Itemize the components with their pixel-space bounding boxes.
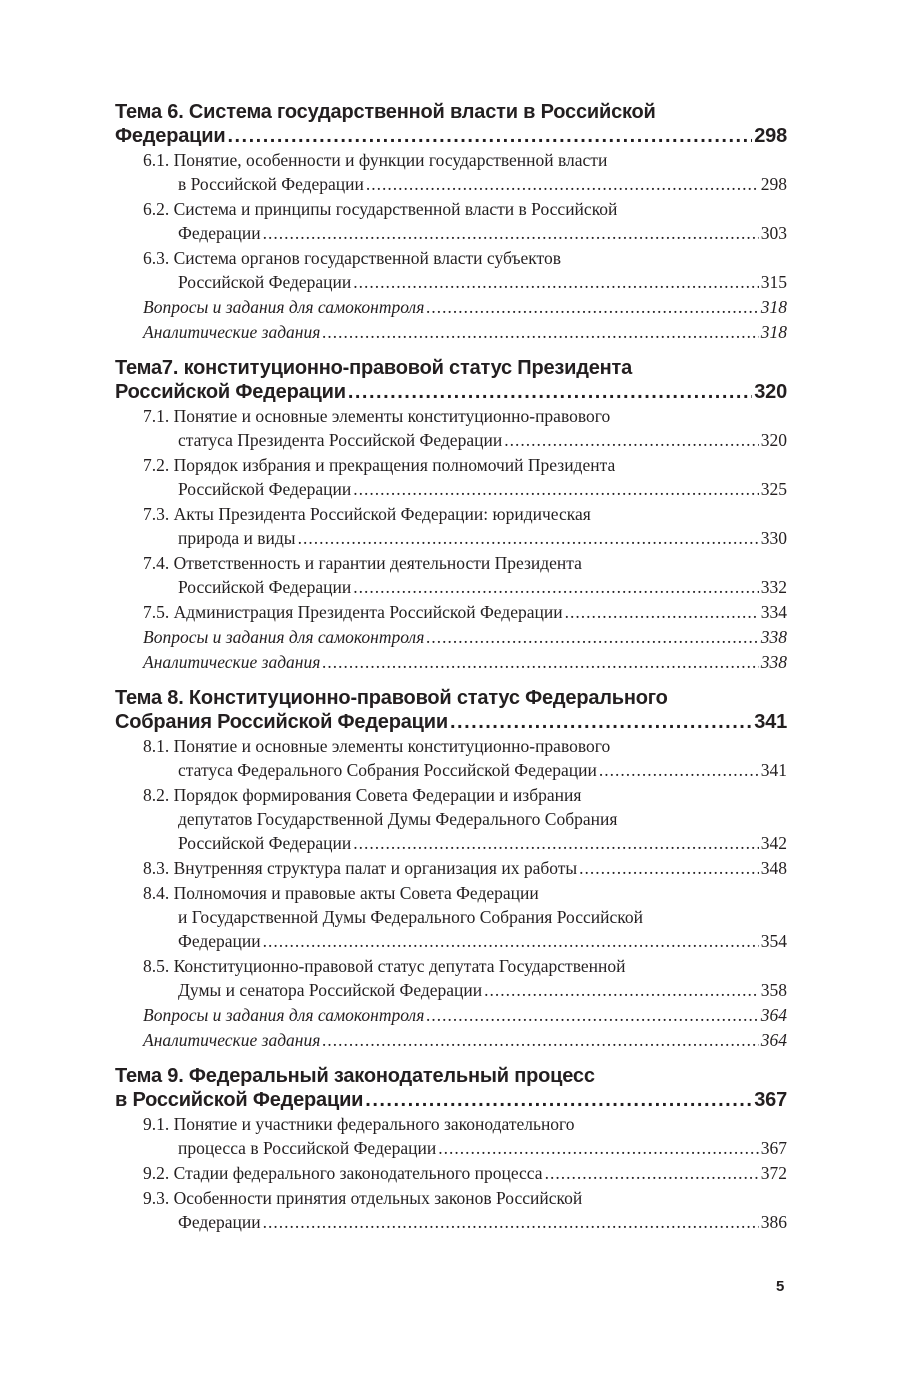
dot-leader [322, 1028, 758, 1052]
toc-line [115, 1064, 787, 1088]
toc-line-text: 9.2. Стадии федерального законодательного процесса [143, 1163, 543, 1183]
page-ref: 303 [760, 223, 787, 243]
toc-line-text: Тема 8. Конституционно-правовой статус Федерального [115, 687, 668, 709]
toc-line [115, 881, 787, 905]
table-of-contents [115, 100, 787, 1246]
toc-line [115, 905, 787, 929]
page-ref: 318 [760, 297, 787, 317]
toc-entry[interactable] [115, 148, 787, 196]
toc-line-text: Тема 6. Система государственной власти в Российской [115, 101, 656, 123]
dot-leader [426, 295, 758, 319]
toc-line [115, 856, 787, 880]
toc-line [115, 551, 787, 575]
toc-line-text: 8.4. Полномочия и правовые акты Совета Федерации [143, 883, 539, 903]
toc-line-text: депутатов Государственной Думы Федерального Собрания [178, 809, 618, 829]
toc-line-text: 7.3. Акты Президента Российской Федерации: юридическая [143, 504, 591, 524]
dot-leader [438, 1136, 759, 1160]
toc-line-text: и Государственной Думы Федерального Собрания Российской [178, 907, 643, 927]
dot-leader [353, 575, 758, 599]
toc-line-text: Федерации [178, 931, 261, 951]
toc-line-text: 8.3. Внутренняя структура палат и организация их работы [143, 858, 578, 878]
toc-line [115, 650, 787, 674]
toc-line-text: Тема7. конституционно-правовой статус Президента [115, 357, 633, 379]
page-ref: 354 [760, 931, 787, 951]
dot-leader [353, 831, 758, 855]
page-ref: 338 [760, 652, 787, 672]
toc-line-text: 6.1. Понятие, особенности и функции государственной власти [143, 150, 608, 170]
toc-line [115, 270, 787, 294]
toc-entry[interactable] [115, 881, 787, 953]
dot-leader [322, 320, 758, 344]
dot-leader [263, 1210, 759, 1234]
toc-line [115, 295, 787, 319]
toc-line [115, 453, 787, 477]
section-heading [115, 686, 787, 734]
toc-line-text: 7.1. Понятие и основные элементы конституционно-правового [143, 406, 611, 426]
toc-line [115, 428, 787, 452]
dot-leader [504, 428, 759, 452]
toc-line [115, 502, 787, 526]
toc-line [115, 1088, 787, 1112]
toc-line [115, 600, 787, 624]
toc-entry[interactable] [115, 783, 787, 855]
dot-leader [322, 650, 758, 674]
toc-entry[interactable] [115, 453, 787, 501]
dot-leader [263, 221, 759, 245]
toc-entry[interactable] [115, 734, 787, 782]
toc-entry[interactable] [115, 246, 787, 294]
page-ref: 320 [760, 430, 787, 450]
toc-line-text: Вопросы и задания для самоконтроля [143, 627, 425, 647]
toc-line-text: 8.2. Порядок формирования Совета Федерации и избрания [143, 785, 582, 805]
page-ref: 364 [760, 1030, 787, 1050]
toc-line-text: Аналитические задания [143, 652, 321, 672]
toc-line [115, 172, 787, 196]
toc-line [115, 686, 787, 710]
toc-section [115, 100, 787, 344]
toc-line [115, 978, 787, 1002]
toc-line [115, 807, 787, 831]
toc-supplement-entry[interactable] [115, 650, 787, 674]
toc-line-text: 8.5. Конституционно-правовой статус депутата Государственной [143, 956, 626, 976]
page-ref: 334 [760, 602, 787, 622]
toc-supplement-entry[interactable] [115, 1028, 787, 1052]
toc-line-text: 8.1. Понятие и основные элементы конституционно-правового [143, 736, 611, 756]
toc-line [115, 734, 787, 758]
toc-entry[interactable] [115, 197, 787, 245]
toc-line [115, 246, 787, 270]
toc-line-text: в Российской Федерации [115, 1089, 364, 1111]
page-ref: 320 [754, 381, 787, 403]
toc-line [115, 1028, 787, 1052]
page-ref: 364 [760, 1005, 787, 1025]
page-ref: 372 [760, 1163, 787, 1183]
toc-line [115, 1112, 787, 1136]
toc-line-text: 7.4. Ответственность и гарантии деятельности Президента [143, 553, 582, 573]
toc-entry[interactable] [115, 551, 787, 599]
toc-line [115, 954, 787, 978]
toc-line-text: Российской Федерации [178, 479, 352, 499]
toc-line [115, 758, 787, 782]
dot-leader [426, 1003, 758, 1027]
dot-leader [545, 1161, 759, 1185]
toc-line-text: Вопросы и задания для самоконтроля [143, 1005, 425, 1025]
toc-line-text: статуса Президента Российской Федерации [178, 430, 503, 450]
toc-section [115, 1064, 787, 1234]
section-heading [115, 356, 787, 404]
toc-line-text: Российской Федерации [178, 272, 352, 292]
toc-line [115, 783, 787, 807]
page-ref: 318 [760, 322, 787, 342]
section-heading [115, 100, 787, 148]
toc-line [115, 320, 787, 344]
page-ref: 338 [760, 627, 787, 647]
dot-leader [227, 124, 752, 148]
dot-leader [348, 380, 752, 404]
toc-line [115, 929, 787, 953]
toc-line [115, 1003, 787, 1027]
toc-line-text: 6.2. Система и принципы государственной власти в Российской [143, 199, 618, 219]
dot-leader [353, 270, 758, 294]
toc-line-text: Российской Федерации [178, 577, 352, 597]
page-number: 5 [776, 1278, 785, 1295]
toc-line [115, 1186, 787, 1210]
toc-entry[interactable] [115, 954, 787, 1002]
toc-line-text: в Российской Федерации [178, 174, 364, 194]
page-ref: 367 [760, 1138, 787, 1158]
toc-line [115, 221, 787, 245]
section-heading [115, 1064, 787, 1112]
toc-entry[interactable] [115, 404, 787, 452]
toc-line [115, 1210, 787, 1234]
page-ref: 298 [760, 174, 787, 194]
dot-leader [298, 526, 759, 550]
page-ref: 332 [760, 577, 787, 597]
toc-line-text: 6.3. Система органов государственной власти субъектов [143, 248, 561, 268]
toc-line [115, 197, 787, 221]
dot-leader [450, 710, 752, 734]
toc-line [115, 477, 787, 501]
toc-line [115, 380, 787, 404]
toc-line-text: статуса Федерального Собрания Российской Федерации [178, 760, 597, 780]
toc-line-text: процесса в Российской Федерации [178, 1138, 437, 1158]
toc-section [115, 686, 787, 1052]
page-ref: 358 [760, 980, 787, 1000]
page-ref: 341 [760, 760, 787, 780]
toc-line-text: Аналитические задания [143, 1030, 321, 1050]
toc-entry[interactable] [115, 600, 787, 624]
toc-line [115, 124, 787, 148]
dot-leader [426, 625, 758, 649]
dot-leader [484, 978, 759, 1002]
toc-line-text: 7.2. Порядок избрания и прекращения полномочий Президента [143, 455, 616, 475]
toc-line-text: 9.1. Понятие и участники федерального законодательного [143, 1114, 575, 1134]
toc-line-text: Федерации [115, 125, 226, 147]
dot-leader [599, 758, 759, 782]
page-ref: 341 [754, 711, 787, 733]
toc-line-text: природа и виды [178, 528, 296, 548]
page-ref: 298 [754, 125, 787, 147]
toc-section [115, 356, 787, 674]
toc-line [115, 526, 787, 550]
toc-line-text: 9.3. Особенности принятия отдельных законов Российской [143, 1188, 583, 1208]
toc-line-text: Вопросы и задания для самоконтроля [143, 297, 425, 317]
page-ref: 342 [760, 833, 787, 853]
toc-line-text: Федерации [178, 223, 261, 243]
toc-line-text: Собрания Российской Федерации [115, 711, 448, 733]
toc-line-text: Российской Федерации [178, 833, 352, 853]
dot-leader [353, 477, 758, 501]
toc-entry[interactable] [115, 856, 787, 880]
toc-entry[interactable] [115, 1186, 787, 1234]
toc-line [115, 1161, 787, 1185]
toc-line-text: 7.5. Администрация Президента Российской Федерации [143, 602, 563, 622]
page-ref: 386 [760, 1212, 787, 1232]
toc-line-text: Российской Федерации [115, 381, 346, 403]
page-ref: 348 [760, 858, 787, 878]
dot-leader [565, 600, 759, 624]
toc-line [115, 710, 787, 734]
toc-entry[interactable] [115, 502, 787, 550]
toc-line [115, 625, 787, 649]
page-ref: 325 [760, 479, 787, 499]
page-ref: 367 [754, 1089, 787, 1111]
toc-line-text: Федерации [178, 1212, 261, 1232]
toc-supplement-entry[interactable] [115, 1003, 787, 1027]
toc-supplement-entry[interactable] [115, 320, 787, 344]
dot-leader [579, 856, 759, 880]
toc-line [115, 404, 787, 428]
toc-entry[interactable] [115, 1112, 787, 1160]
toc-line [115, 356, 787, 380]
toc-line [115, 148, 787, 172]
dot-leader [263, 929, 759, 953]
toc-supplement-entry[interactable] [115, 625, 787, 649]
toc-line-text: Думы и сенатора Российской Федерации [178, 980, 483, 1000]
page-ref: 315 [760, 272, 787, 292]
dot-leader [366, 172, 759, 196]
toc-entry[interactable] [115, 1161, 787, 1185]
toc-line-text: Аналитические задания [143, 322, 321, 342]
toc-line [115, 831, 787, 855]
toc-line [115, 100, 787, 124]
dot-leader [365, 1088, 752, 1112]
toc-line [115, 1136, 787, 1160]
toc-line [115, 575, 787, 599]
page-ref: 330 [760, 528, 787, 548]
toc-supplement-entry[interactable] [115, 295, 787, 319]
toc-line-text: Тема 9. Федеральный законодательный процесс [115, 1065, 595, 1087]
